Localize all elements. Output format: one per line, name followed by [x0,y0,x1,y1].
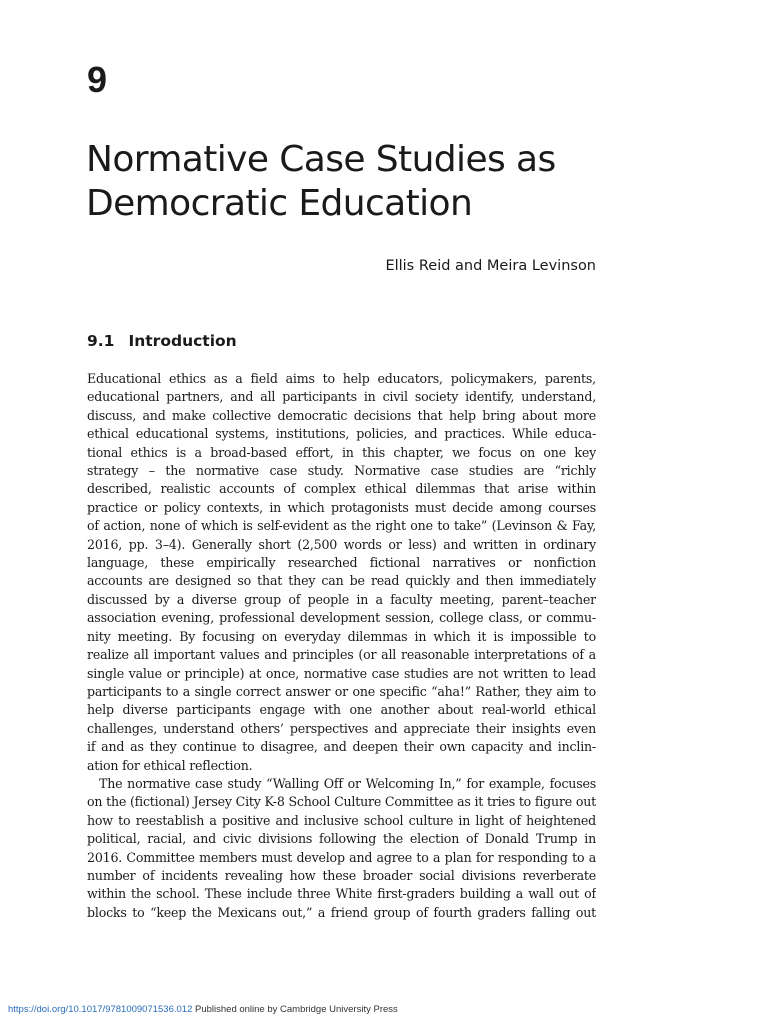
text-line: Educational ethics as a field aims to help educators, policymakers, parents, [87,371,596,386]
chapter-authors: Ellis Reid and Meira Levinson [385,258,596,274]
text-line: if and as they continue to disagree, and deepen their own capacity and inclin- [87,739,596,755]
text-line: ation for ethical reflection. [87,757,253,773]
text-line: of action, none of which is self-evident as the right one to take” (Levinson & Fay, [87,518,596,534]
text-line: political, racial, and civic divisions following the election of Donald Trump in [87,831,596,847]
text-line: association evening, professional development session, college class, or commu- [87,610,596,626]
text-line: ethical educational systems, institutions, policies, and practices. While educa- [87,426,596,442]
text-line: The normative case study “Walling Off or Welcoming In,” for example, focuses [99,775,596,791]
body-text [87,370,596,922]
text-line: language, these empirically researched fictional narratives or nonfiction [87,555,596,571]
text-line: 2016, pp. 3–4). Generally short (2,500 words or less) and written in ordinary [87,536,596,552]
text-line: within the school. These include three White first-graders building a wall out of [87,886,596,902]
text-line: help diverse participants engage with one another about real-world ethical [87,702,596,718]
text-line: discuss, and make collective democratic decisions that help bring about more [87,407,596,423]
text-line: accounts are designed so that they can be read quickly and then immediately [87,573,596,589]
section-title: Introduction [128,332,237,350]
text-line: 2016. Committee members must develop and agree to a plan for responding to a [87,849,596,865]
text-line: on the (fictional) Jersey City K-8 School Culture Committee as it tries to figure out [87,794,596,810]
text-line: educational partners, and all participants in civil society identify, understand, [87,389,596,405]
section-number: 9.1 [87,332,115,350]
paragraph-2 [87,775,596,922]
chapter-title-line-2: Democratic Education [86,183,473,224]
chapter-title [86,138,606,226]
publisher-note: Published online by Cambridge University Press [192,1004,398,1015]
text-line: discussed by a diverse group of people in a faculty meeting, parent–teacher [87,591,596,607]
section-heading [87,332,237,350]
text-line: number of incidents revealing how these broader social divisions reverberate [87,867,596,883]
text-line: single value or principle) at once, normative case studies are not written to lead [87,665,596,681]
text-line: challenges, understand others’ perspectives and appreciate their insights even [87,720,596,736]
paragraph-1 [87,370,596,775]
text-line: strategy – the normative case study. Normative case studies are “richly [87,463,596,479]
text-line: blocks to “keep the Mexicans out,” a friend group of fourth graders falling out [87,904,596,920]
text-line: realize all important values and principles (or all reasonable interpretations of a [87,647,596,663]
chapter-title-line-1: Normative Case Studies as [86,139,556,180]
chapter-number: 9 [87,59,108,100]
footer [8,1004,398,1015]
text-line: tional ethics is a broad-based effort, in this chapter, we focus on one key [87,444,596,460]
text-line: nity meeting. By focusing on everyday dilemmas in which it is impossible to [87,628,596,644]
text-line: described, realistic accounts of complex ethical dilemmas that arise within [87,481,596,497]
text-line: participants to a single correct answer or one specific “aha!” Rather, they aim to [87,683,596,699]
text-line: how to reestablish a positive and inclusive school culture in light of heightened [87,812,596,828]
doi-link[interactable]: https://doi.org/10.1017/9781009071536.012 [8,1004,193,1015]
text-line: practice or policy contexts, in which protagonists must decide among courses [87,499,596,515]
